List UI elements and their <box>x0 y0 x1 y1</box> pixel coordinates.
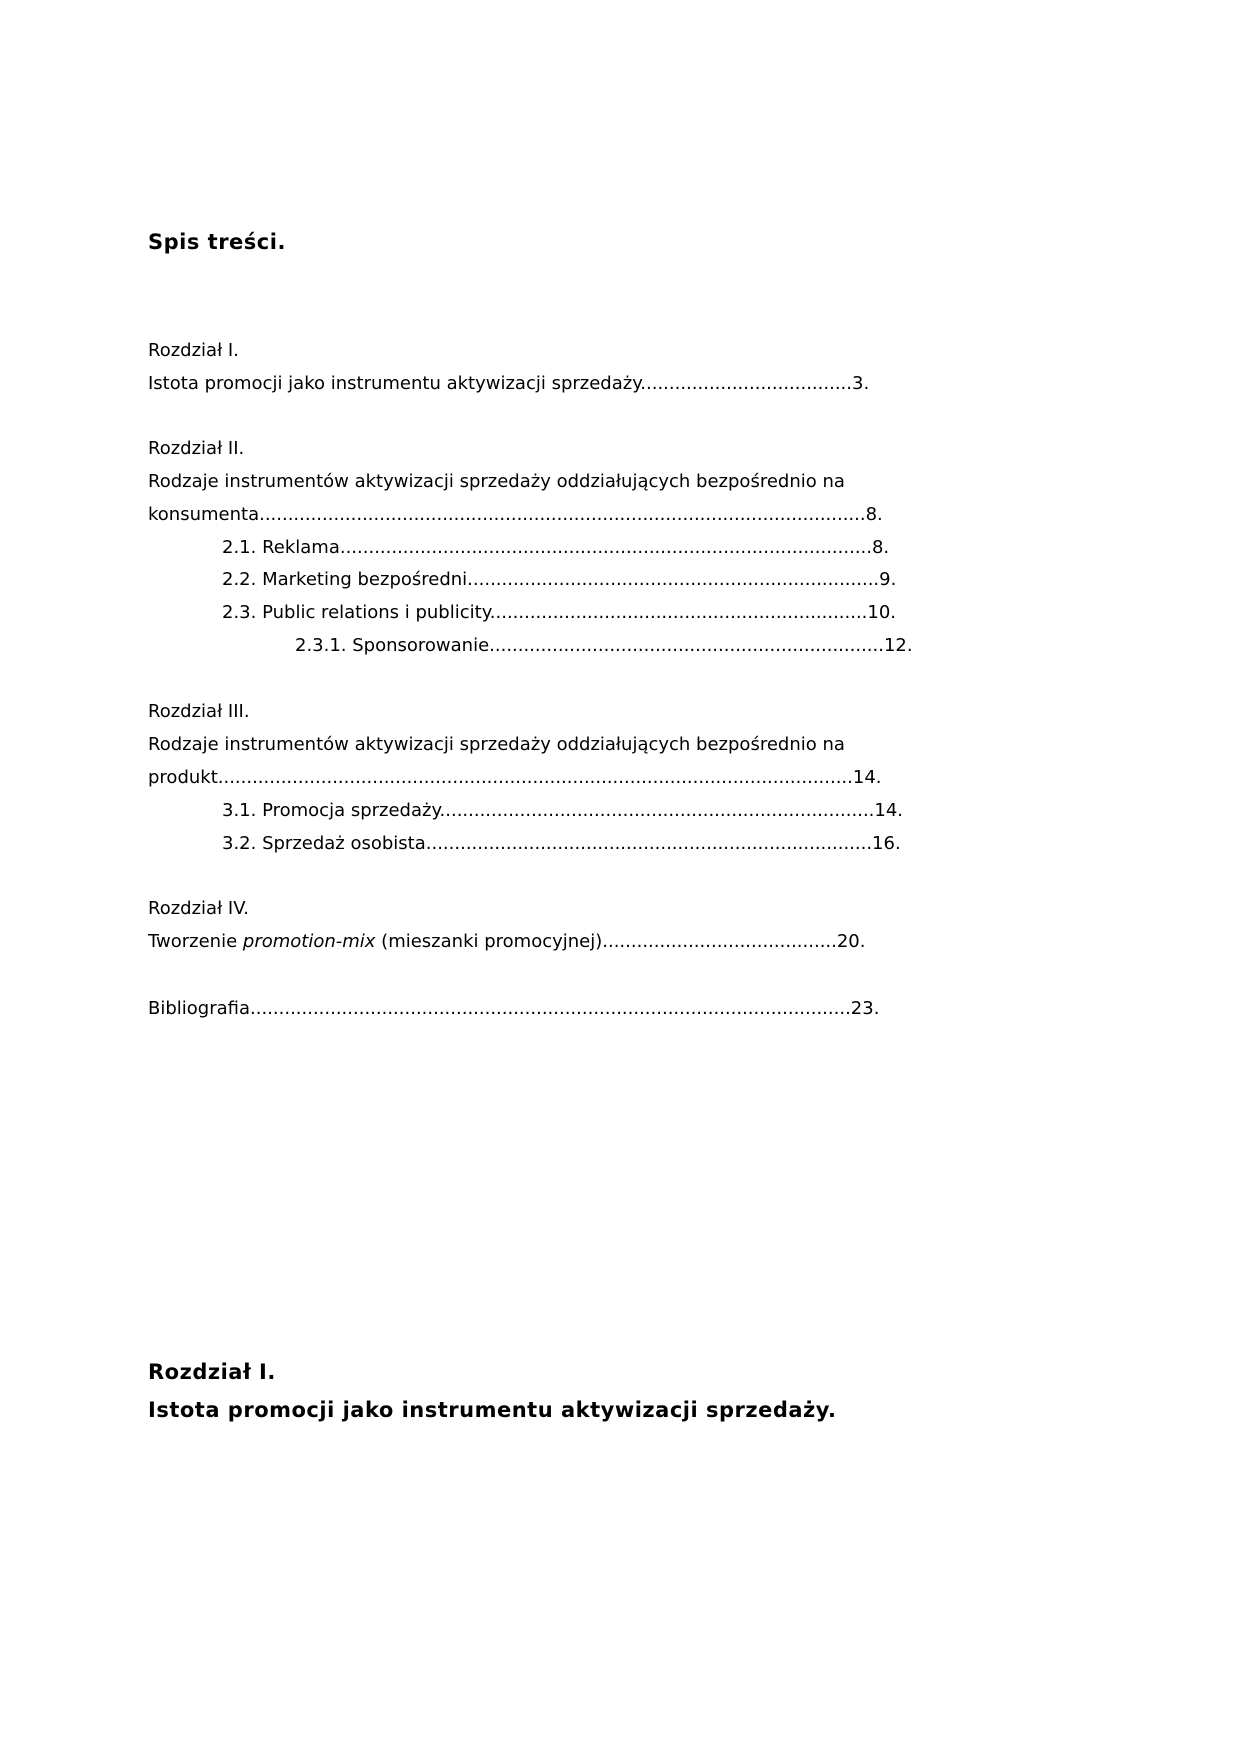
toc-entry-2-2: 2.2. Marketing bezpośredni........................................................................9. <box>222 569 897 590</box>
toc-title: Spis treści. <box>148 230 286 254</box>
chapter-1-label: Rozdział I. <box>148 340 239 361</box>
toc-entry-chapter-4-suffix: (mieszanki promocyjnej).........................................20. <box>375 931 866 952</box>
toc-entry-2-3-1: 2.3.1. Sponsorowanie.....................................................................12. <box>295 635 913 656</box>
toc-entry-2-3: 2.3. Public relations i publicity..................................................................10. <box>222 602 897 623</box>
toc-entry-chapter-2-line2: konsumenta..........................................................................................................8. <box>148 504 883 525</box>
toc-entry-chapter-3-line1: Rodzaje instrumentów aktywizacji sprzedaży oddziałujących bezpośrednio na <box>148 734 845 755</box>
toc-entry-3-1: 3.1. Promocja sprzedaży............................................................................14. <box>222 800 904 821</box>
chapter-3-label: Rozdział III. <box>148 701 250 722</box>
toc-entry-chapter-3-line2: produkt...............................................................................................................14. <box>148 767 882 788</box>
toc-entry-chapter-4-prefix: Tworzenie <box>148 931 243 952</box>
toc-entry-3-2: 3.2. Sprzedaż osobista..............................................................................16. <box>222 833 901 854</box>
toc-entry-2-1: 2.1. Reklama.............................................................................................8. <box>222 537 890 558</box>
chapter-heading-title: Istota promocji jako instrumentu aktywizacji sprzedaży. <box>148 1398 837 1422</box>
toc-entry-bibliography: Bibliografia.........................................................................................................23. <box>148 998 880 1019</box>
toc-entry-chapter-4-italic: promotion-mix <box>242 931 376 952</box>
chapter-2-label: Rozdział II. <box>148 438 245 459</box>
chapter-heading-label: Rozdział I. <box>148 1360 276 1384</box>
toc-entry-chapter-1: Istota promocji jako instrumentu aktywizacji sprzedaży.....................................3. <box>148 373 870 394</box>
chapter-4-label: Rozdział IV. <box>148 898 249 919</box>
toc-entry-chapter-4 <box>148 931 865 953</box>
toc-entry-chapter-2-line1: Rodzaje instrumentów aktywizacji sprzedaży oddziałujących bezpośrednio na <box>148 471 845 492</box>
